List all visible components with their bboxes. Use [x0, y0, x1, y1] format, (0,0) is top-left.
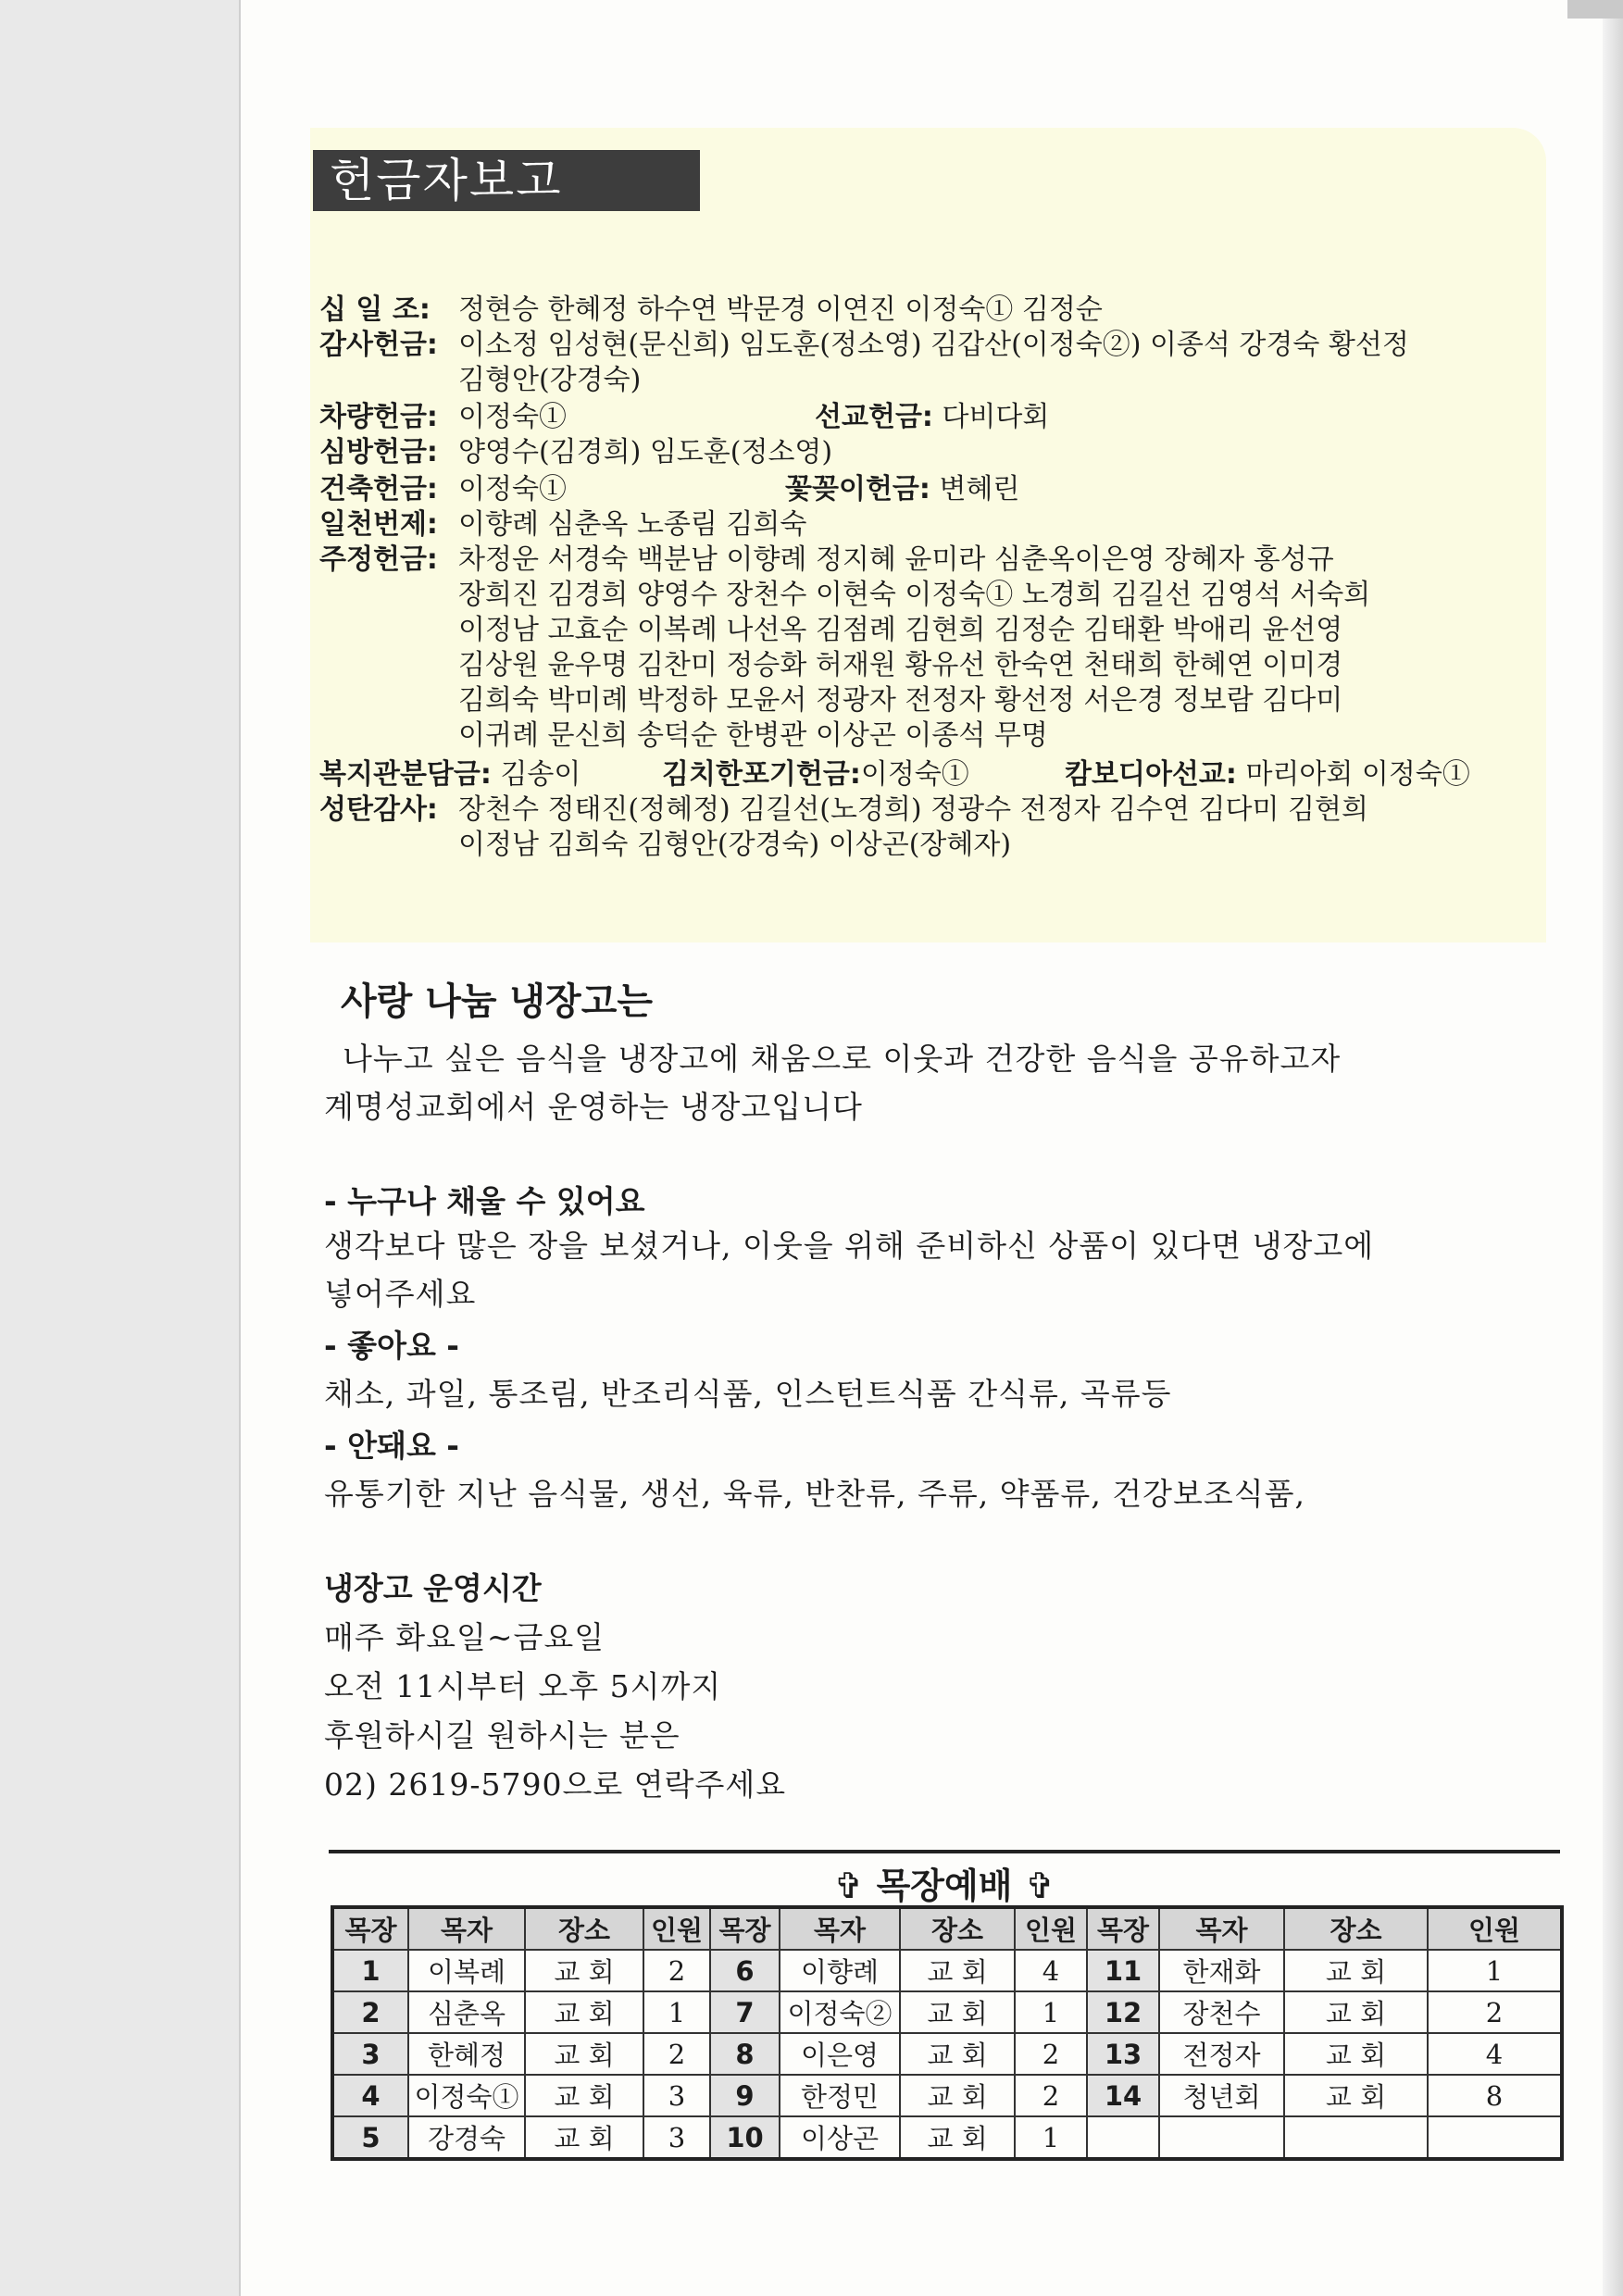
- offering-row-flower: [785, 472, 1019, 507]
- offering-names: 다비다회: [942, 401, 1050, 433]
- table-cell: 2: [643, 1950, 710, 1991]
- table-cell: 10: [710, 2116, 780, 2159]
- table-cell: 장천수: [1159, 1991, 1284, 2033]
- offering-names: 이정숙①: [458, 401, 567, 433]
- table-cell: 1: [1015, 2116, 1087, 2159]
- offering-row-building: [319, 472, 567, 507]
- offering-label: 일천번제:: [319, 508, 438, 541]
- table-cell: 교 회: [900, 1991, 1015, 2033]
- table-cell: 3: [643, 2075, 710, 2116]
- table-cell: 이정숙②: [780, 1991, 900, 2033]
- offering-label: 건축헌금:: [319, 473, 438, 505]
- header-cell: 장소: [900, 1907, 1015, 1950]
- offering-row-thanks: [319, 328, 1409, 363]
- offering-names: 이정숙①: [860, 758, 969, 791]
- table-cell: 12: [1087, 1991, 1159, 2033]
- table-cell: 1: [1428, 1950, 1562, 1991]
- support-text: 후원하시길 원하시는 분은: [324, 1717, 680, 1753]
- offering-label: 복지관분담금:: [319, 758, 492, 791]
- table-header-row: [332, 1907, 1562, 1950]
- offering-names: 이정숙①: [458, 473, 567, 505]
- table-cell: 이상곤: [780, 2116, 900, 2159]
- offering-label: 심방헌금:: [319, 436, 438, 468]
- offering-row-thousand: [319, 507, 807, 543]
- table-cell: 3: [332, 2033, 408, 2075]
- table-cell: 교 회: [1284, 2075, 1428, 2116]
- offering-label: 성탄감사:: [319, 793, 438, 826]
- good-items: 채소, 과일, 통조림, 반조리식품, 인스턴트식품 간식류, 곡류등: [324, 1376, 1172, 1412]
- table-cell: 13: [1087, 2033, 1159, 2075]
- table-cell: 이정숙①: [408, 2075, 525, 2116]
- table-cell: 심춘옥: [408, 1991, 525, 2033]
- table-cell: 2: [1015, 2033, 1087, 2075]
- table-cell: 이향례: [780, 1950, 900, 1991]
- page-edge: [1603, 0, 1623, 2296]
- bad-heading: - 안돼요 -: [324, 1428, 460, 1464]
- table-cell: 교 회: [525, 2033, 643, 2075]
- table-cell: 1: [332, 1950, 408, 1991]
- offering-names: 변혜린: [939, 473, 1020, 505]
- table-row: [332, 2033, 1562, 2075]
- table-row: [332, 2075, 1562, 2116]
- table-cell: 교 회: [900, 2033, 1015, 2075]
- offering-label: 선교헌금:: [815, 401, 933, 433]
- offering-names: 이정남 고효순 이복례 나선옥 김점례 김현희 김정순 김태환 박애리 윤선영: [458, 614, 1343, 646]
- anyone-text-line2: 넣어주세요: [324, 1276, 477, 1312]
- table-row: [332, 1950, 1562, 1991]
- table-cell: 교 회: [900, 1950, 1015, 1991]
- cross-icon: ✞: [833, 1866, 864, 1906]
- offering-row-mission: [815, 400, 1049, 435]
- table-cell: 5: [332, 2116, 408, 2159]
- table-cell: 청년회: [1159, 2075, 1284, 2116]
- offering-names: 김송이: [500, 758, 581, 791]
- table-cell: 2: [332, 1991, 408, 2033]
- offering-row-kimchi: [662, 757, 969, 792]
- table-cell: 교 회: [1284, 2033, 1428, 2075]
- offering-label: 캄보디아선교:: [1065, 758, 1237, 791]
- offering-row-christmas: [319, 792, 1368, 828]
- table-cell: 4: [332, 2075, 408, 2116]
- offering-names: 김희숙 박미례 박정하 모윤서 정광자 전정자 황선정 서은경 정보람 김다미: [458, 684, 1343, 717]
- table-cell: [1087, 2116, 1159, 2159]
- table-cell: 2: [1015, 2075, 1087, 2116]
- worship-title: 목장예배: [876, 1866, 1013, 1906]
- table-cell: 교 회: [525, 2075, 643, 2116]
- fridge-intro-line1: 나누고 싶은 음식을 냉장고에 채움으로 이웃과 건강한 음식을 공유하고자: [343, 1041, 1342, 1077]
- table-top-rule: [329, 1850, 1560, 1853]
- table-row: [332, 1991, 1562, 2033]
- table-cell: 14: [1087, 2075, 1159, 2116]
- offerings-heading: 헌금자보고: [313, 150, 700, 211]
- table-cell: 교 회: [900, 2116, 1015, 2159]
- table-cell: 교 회: [1284, 1991, 1428, 2033]
- header-cell: 목장: [710, 1907, 780, 1950]
- header-cell: 인원: [1428, 1907, 1562, 1950]
- table-cell: [1159, 2116, 1284, 2159]
- offering-row-cambodia: [1065, 757, 1470, 792]
- table-cell: 11: [1087, 1950, 1159, 1991]
- table-cell: 교 회: [900, 2075, 1015, 2116]
- header-cell: 인원: [643, 1907, 710, 1950]
- table-cell: 6: [710, 1950, 780, 1991]
- offering-names: 마리아회 이정숙①: [1245, 758, 1470, 791]
- table-cell: [1284, 2116, 1428, 2159]
- fridge-title: 사랑 나눔 냉장고는: [341, 980, 653, 1023]
- offering-label: 감사헌금:: [319, 329, 438, 361]
- offering-names: 이소정 임성현(문신희) 임도훈(정소영) 김갑산(이정숙②) 이종석 강경숙 황선정: [458, 329, 1409, 361]
- bad-items: 유통기한 지난 음식물, 생선, 육류, 반찬류, 주류, 약품류, 건강보조식품,: [324, 1476, 1306, 1512]
- offering-names: 김형안(강경숙): [458, 364, 642, 396]
- header-cell: 목자: [408, 1907, 525, 1950]
- scan-strip: [1567, 0, 1623, 19]
- offering-row-tithe: [319, 293, 1103, 328]
- table-cell: 교 회: [525, 1950, 643, 1991]
- offering-label: 십 일 조:: [319, 293, 431, 326]
- table-cell: 3: [643, 2116, 710, 2159]
- table-cell: 한혜정: [408, 2033, 525, 2075]
- offering-row-visit: [319, 435, 833, 470]
- hours-time: 오전 11시부터 오후 5시까지: [324, 1668, 722, 1704]
- table-cell: 1: [643, 1991, 710, 2033]
- offering-names: 장희진 김경희 양영수 장천수 이현숙 이정숙① 노경희 김길선 김영석 서숙희: [458, 579, 1371, 611]
- header-cell: 목자: [1159, 1907, 1284, 1950]
- table-cell: 4: [1428, 2033, 1562, 2075]
- anyone-heading: - 누구나 채울 수 있어요: [324, 1183, 645, 1219]
- hours-days: 매주 화요일~금요일: [324, 1619, 606, 1655]
- worship-table: [331, 1905, 1564, 2161]
- offering-names: 양영수(김경희) 임도훈(정소영): [458, 436, 833, 468]
- good-heading: - 좋아요 -: [324, 1328, 460, 1364]
- table-cell: 2: [643, 2033, 710, 2075]
- offering-label: 김치한포기헌금:: [662, 758, 861, 791]
- table-cell: 2: [1428, 1991, 1562, 2033]
- offering-names: 차정운 서경숙 백분남 이향례 정지혜 윤미라 심춘옥이은영 장혜자 홍성규: [458, 543, 1334, 576]
- header-cell: 목장: [1087, 1907, 1159, 1950]
- offering-names: 김상원 윤우명 김찬미 정승화 허재원 황유선 한숙연 천태희 한혜연 이미경: [458, 649, 1343, 681]
- table-cell: 1: [1015, 1991, 1087, 2033]
- table-cell: [1428, 2116, 1562, 2159]
- offering-label: 차량헌금:: [319, 401, 438, 433]
- anyone-text-line1: 생각보다 많은 장을 보셨거나, 이웃을 위해 준비하신 상품이 있다면 냉장고에: [324, 1228, 1375, 1264]
- cross-icon: ✞: [1025, 1866, 1055, 1906]
- table-cell: 강경숙: [408, 2116, 525, 2159]
- offering-names: 이귀례 문신희 송덕순 한병관 이상곤 이종석 무명: [458, 719, 1048, 752]
- header-cell: 장소: [525, 1907, 643, 1950]
- table-row: [332, 2116, 1562, 2159]
- offering-names: 이정남 김희숙 김형안(강경숙) 이상곤(장혜자): [458, 829, 1012, 861]
- table-cell: 교 회: [1284, 1950, 1428, 1991]
- table-cell: 전정자: [1159, 2033, 1284, 2075]
- header-cell: 인원: [1015, 1907, 1087, 1950]
- table-cell: 한정민: [780, 2075, 900, 2116]
- fridge-intro-line2: 계명성교회에서 운영하는 냉장고입니다: [324, 1089, 863, 1125]
- table-cell: 4: [1015, 1950, 1087, 1991]
- table-cell: 교 회: [525, 1991, 643, 2033]
- offering-row-welfare: [319, 757, 581, 792]
- offering-label: 주정헌금:: [319, 543, 438, 576]
- table-cell: 이복례: [408, 1950, 525, 1991]
- offering-row-weekly: [319, 543, 1334, 578]
- table-cell: 교 회: [525, 2116, 643, 2159]
- offering-names: 이향례 심춘옥 노종림 김희숙: [458, 508, 807, 541]
- offering-names: 정현승 한혜정 하수연 박문경 이연진 이정숙① 김정순: [458, 293, 1103, 326]
- table-cell: 이은영: [780, 2033, 900, 2075]
- table-cell: 한재화: [1159, 1950, 1284, 1991]
- table-cell: 7: [710, 1991, 780, 2033]
- table-cell: 8: [1428, 2075, 1562, 2116]
- table-cell: 8: [710, 2033, 780, 2075]
- offering-label: 꽃꽂이헌금:: [785, 473, 930, 505]
- contact-phone: 02) 2619-5790으로 연락주세요: [324, 1766, 787, 1803]
- hours-heading: 냉장고 운영시간: [324, 1570, 542, 1606]
- worship-title-bar: [329, 1857, 1560, 1908]
- header-cell: 장소: [1284, 1907, 1428, 1950]
- header-cell: 목자: [780, 1907, 900, 1950]
- offering-row-vehicle: [319, 400, 567, 435]
- header-cell: 목장: [332, 1907, 408, 1950]
- offering-names: 장천수 정태진(정혜정) 김길선(노경희) 정광수 전정자 김수연 김다미 김현희: [458, 793, 1368, 826]
- table-cell: 9: [710, 2075, 780, 2116]
